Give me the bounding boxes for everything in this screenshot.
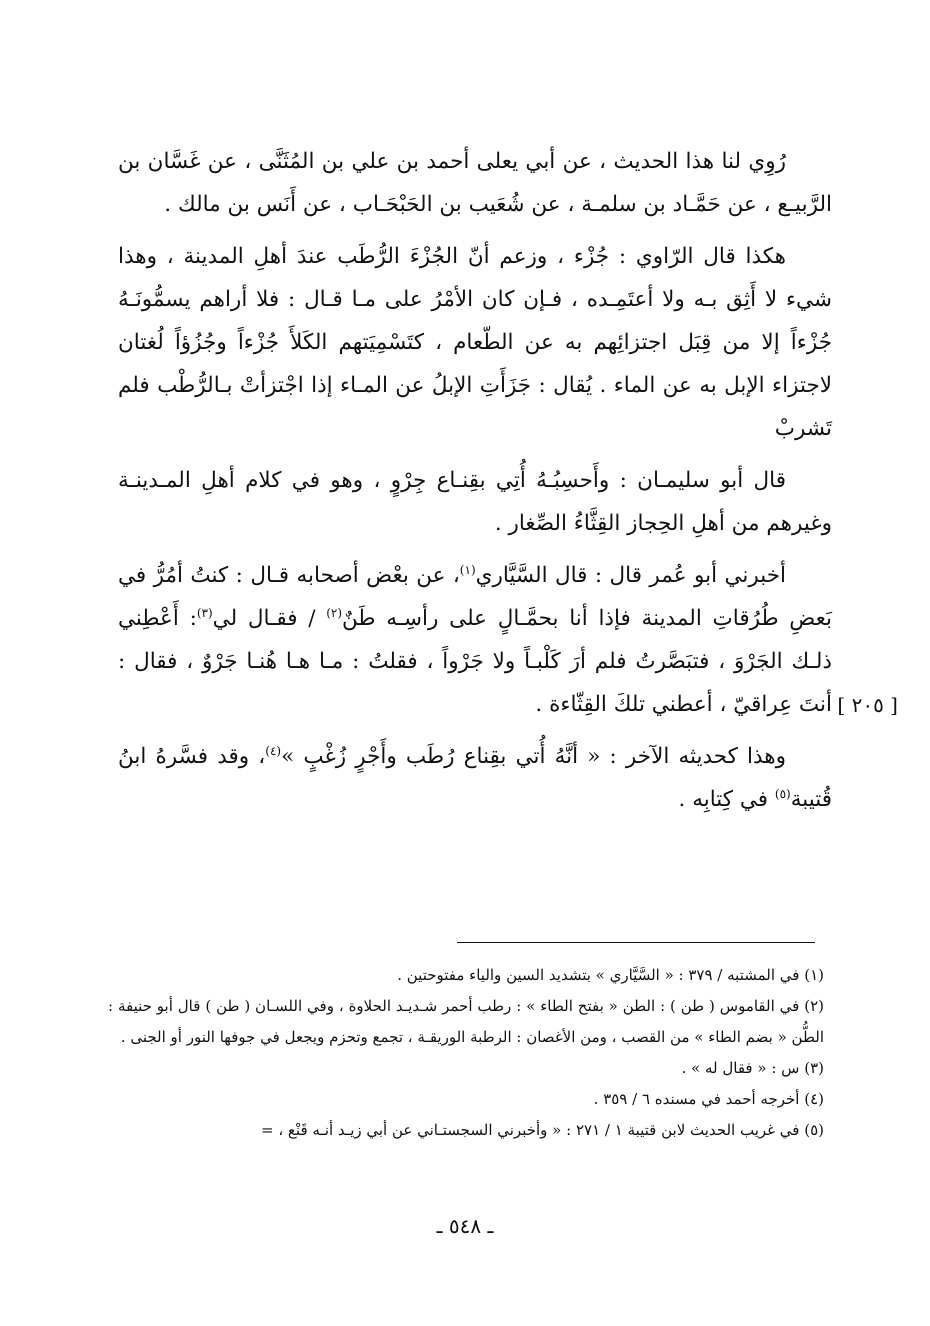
p4-text-b: ، عن بعْض أصحابه قـال : كنتُ أمُرُّ في بَعضِ طُرُقاتِ المدينة فإذا أنا بحمَّـالٍ على رأسِـه طَنٌ xyxy=(118,563,832,631)
page-number: ـ ٥٤٨ ـ xyxy=(436,1214,494,1238)
footnotes xyxy=(108,960,824,1146)
footnote-5: (٥) في غريب الحديث لابن قتيبة ١ / ٢٧١ : « وأخبرني السجستـاني عن أبي زيـد أنـه قَنْع ، = xyxy=(260,1121,824,1139)
footnote-2: (٢) في القاموس ( طن ) : الطن « بفتح الطاء » : رطب أحمر شـديـد الحلاوة ، وفي اللسـان ( طن ) قال أبو حنيفة : الطُّن « بضم الطاء » من القصب ، ومن الأغصان : الرطبة الوريقـة ، تجمع وتحزم ويجعل في جوفها النور أو الجنى . xyxy=(108,997,824,1046)
footnote-1: (١) في المشتبه / ٣٧٩ : « السَّيَّاري » بتشديد السين والياء مفتوحتين . xyxy=(397,966,824,984)
paragraph-2: هكذا قال الرّاوي : جُزْء ، وزعم أنّ الجُزْءَ الرُّطَب عندَ أهلِ المدينة ، وهذا شيء لا أَثِق بـه ولا أعتَمِـده ، فـإن كان الأمْرُ على مـا قـال : فلا أراهم يسمُّونَـهُ جُزْءاً إلا من قِبَل اجتزائِهم به عن الطّعام ، كتَسْمِيَتهم الكَلأَ جُزْءاً وجُزُؤاً لُغتان لاجتزاء الإبل به عن الماء . يُقال : جَزَأَتِ الإبلُ عن المـاء إذا اجْتزأتْ بـالرُّطْب فلم تَشربْ xyxy=(118,244,832,441)
paragraph-4 xyxy=(118,554,832,726)
page-reference-marker: [ ٢٠٥ ] xyxy=(837,693,898,717)
footnote-ref-3: (٣) xyxy=(196,605,213,620)
footnote-4: (٤) أخرجه أحمد في مسنده ٦ / ٣٥٩ . xyxy=(593,1090,824,1108)
p5-text-a: وهذا كحديثه الآخر : « أنَّهُ أُتي بقِناع رُطَب وأَجْرٍ زُغْبٍ » xyxy=(281,744,786,769)
p5-text-c: في كِتابِه . xyxy=(678,787,769,812)
paragraph-3: قال أبو سليمـان : وأَحسِبُـهُ أُتِي بقِنـاع جِرْوٍ ، وهو في كلام أهلِ المـدينـة وغيرهم من أهلِ الحِجاز القِثَّاءُ الصِّغار . xyxy=(118,468,832,536)
p5-text-b: ، وقد فسَّرهُ ابنُ قُتيبة xyxy=(118,744,832,812)
main-text xyxy=(118,140,832,830)
paragraph-1: رُوِي لنا هذا الحديث ، عن أبي يعلى أحمد بن علي بن المُثَنَّى ، عن غَسَّان بن الرَّبيـع ، عن حَمَّـاد بن سلمـة ، عن شُعَيب بن الحَبْحَـاب ، عن أَنَس بن مالك . xyxy=(118,149,832,217)
footnote-ref-1: (١) xyxy=(459,562,476,577)
p4-text-c: / فقـال لي xyxy=(212,606,316,631)
footnote-ref-4: (٤) xyxy=(265,743,282,758)
p4-text-a: أخبرني أبو عُمر قال : قال السَّيَّاري xyxy=(475,563,786,588)
footnote-ref-5: (٥) xyxy=(774,786,791,801)
paragraph-5 xyxy=(118,735,832,821)
footnote-separator xyxy=(457,942,815,943)
footnote-ref-2: (٢) xyxy=(326,605,343,620)
footnote-3: (٣) س : « فقال له » . xyxy=(681,1059,824,1077)
p4-text-d: : أَعْطِني ذلـك الجَرْوَ ، فتبَصَّرتُ فلم أرَ كَلْبـاً ولا جَرْواً ، فقلتُ : مـا هـا هُنـا جَرْوٌ ، فقال : أنتَ عِراقيّ ، أعطني تلكَ القِثّاءة . xyxy=(118,606,832,717)
